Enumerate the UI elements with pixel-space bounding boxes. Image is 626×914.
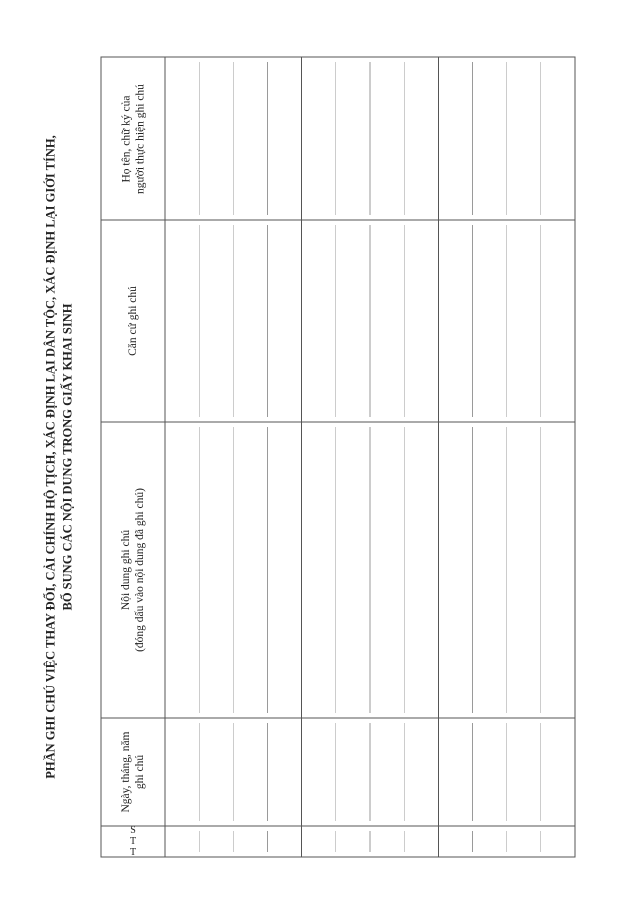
column-header-date-line-2: ghi chú: [134, 754, 146, 790]
column-header-signer-line-1: Họ tên, chữ ký của: [120, 94, 132, 183]
column-header-stt-letter: T: [129, 836, 137, 847]
column-header-content-line-1: Nội dung ghi chú: [120, 529, 132, 611]
column-header-content: [101, 422, 165, 718]
table-border: [101, 57, 575, 857]
column-header-stt-letter: T: [129, 847, 137, 858]
column-header-content-line-2: (đóng dấu vào nội dung đã ghi chú): [134, 488, 146, 652]
column-header-stt-letter: S: [130, 825, 136, 836]
column-header-date-line-1: Ngày, tháng, năm: [120, 731, 132, 813]
column-header-basis-line-1: Căn cứ ghi chú: [127, 286, 139, 356]
column-header-signer-line-2: người thực hiện ghi chú: [134, 83, 146, 194]
form-title-line-2: BỔ SUNG CÁC NỘI DUNG TRONG GIẤY KHAI SINH: [59, 303, 74, 611]
column-header-signer: [101, 57, 165, 220]
column-header-stt: [101, 826, 165, 857]
form-title-line-1: PHẦN GHI CHÚ VIỆC THAY ĐỔI, CẢI CHÍNH HỘ TỊCH, XÁC ĐỊNH LẠI DÂN TỘC, XÁC ĐỊNH LẠI GIỚI TÍNH,: [42, 135, 57, 779]
column-header-date: [101, 718, 165, 826]
column-header-basis: [101, 220, 165, 422]
